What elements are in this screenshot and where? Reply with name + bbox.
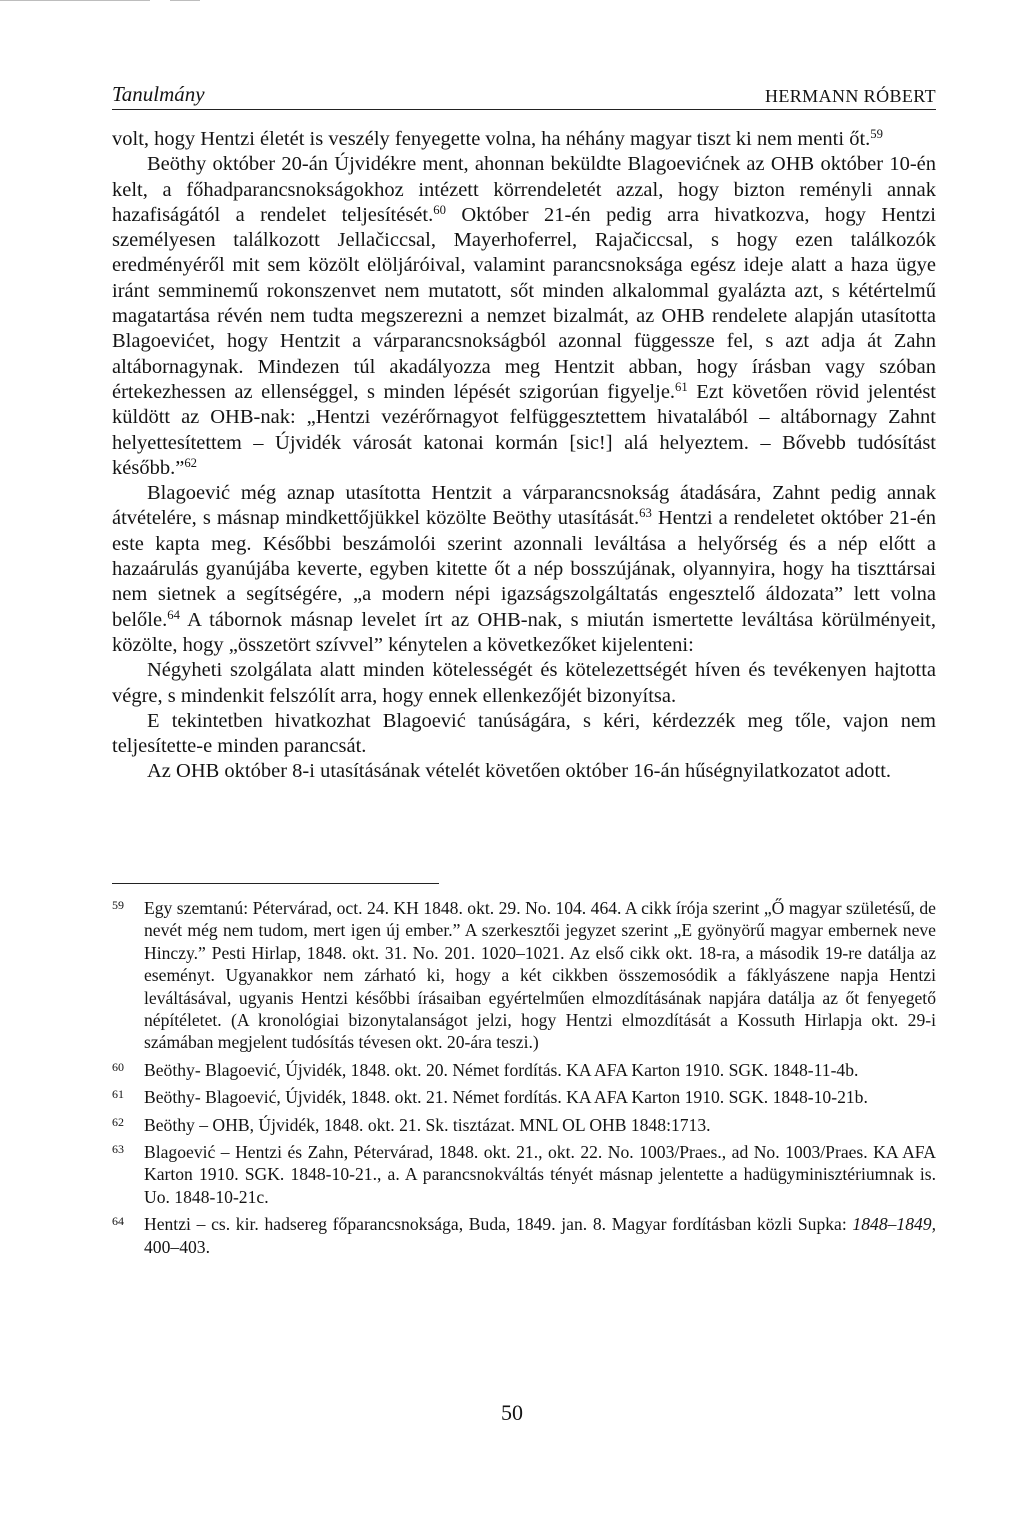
footnote-ref: 62 <box>184 455 198 470</box>
footnote-number: 59 <box>112 898 124 912</box>
footnote <box>112 1086 936 1108</box>
footnote-number: 64 <box>112 1214 124 1229</box>
paragraph: Négyheti szolgálata alatt minden kötelességét és kötelezettségét híven és tevékenyen hajtotta végre, s mindenkit felszólít arra, hogy ennek ellenkezőjét bizonyítsa. <box>112 659 936 707</box>
paragraph-text: Hentzi a rendeletet október 21-én este kapta meg. Későbbi beszámolói szerint azonnali leváltása a helyőrség és a nép előtt a hazaárulás gyanújába keverte, egyben kitette őt a nép bosszújának, olyannyira, hogy ha tiszttársai nem sietnek a segítségére, „a modern népi igazságszolgáltatás engesztelő áldozata” lett volna belőle. <box>112 507 937 631</box>
footnote-ref: 63 <box>639 506 652 521</box>
header-author: HERMANN RÓBERT <box>764 86 936 106</box>
footnote-text: Hentzi – cs. kir. hadsereg főparancsnoksága, Buda, 1849. jan. 8. Magyar fordításban közli Supka: <box>144 1214 853 1235</box>
paragraph-text: Beöthy október 20-án Újvidékre ment, ahonnan beküldte Blagoevićnek az OHB október 10-én kelt, a főhadparancsnokságokhoz intézett körrendeletét azzal, hogy bizton reményli annak hazafiságától a rendelet teljesítését. <box>112 153 936 226</box>
footnote <box>112 1213 936 1258</box>
footnote-number: 61 <box>112 1087 124 1102</box>
scan-artifact-line <box>0 0 150 1</box>
paragraph-text: Október 21-én pedig arra hivatkozva, hogy Hentzi személyesen találkozott Jellačiccsal, Mayerhoferrel, Rajačiccsal, s hogy ezen találkozók eredményéről mit sem közölt elöljáróival, valamint parancsnoksága egész ideje alatt a haza ügye iránt semminemű rokonszenvet nem mutatott, sőt minden alkalommal gyalázta azt, s kétértelmű magatartása révén nem tudta megszerezni a nemzet bizalmát, az OHB rendelete alapján utasította Blagoevićet, hogy Hentzit a várparancsnokságból azonnal függessze fel, s azt adja át Zahn altábornagynak. Mindezen túl akadályozza meg Hentzit abban, hogy írásban vagy szóban értekezhessen az ellenséggel, s minden lépését szigorúan figyelje. <box>112 203 936 403</box>
footnote-ref: 64 <box>167 607 180 622</box>
footnote <box>112 1059 936 1081</box>
paragraph <box>112 481 936 658</box>
paragraph-text: A tábornok másnap levelet írt az OHB-nak, s miután ismertette leváltása körülményeit, közölte, hogy „összetört szívvel” kénytelen a következőket kijelenteni: <box>112 608 936 656</box>
footnote-text: Egy szemtanú: Pétervárad, oct. 24. KH 1848. okt. 29. No. 104. 464. A cikk írója szerint „Ő magyar születésű, de nevét még nem tudom, mert igen új ember.” A szerkesztői jegyzet szerint „E gyönyörű magyar embernek neve Hinczy.” Pesti Hirlap, 1848. okt. 31. No. 201. 1020–1021. Az első cikk okt. 18-ra, a második 19-re datálja az eseményt. Ugyanakkor nem zárható ki, hogy a két cikkben összemosódik a fáklyászene napja Hentzi leváltásával, ugyanis Hentzi későbbi írásaiban egyértelműen elmozdításának napjára datálja az őt fenyegető népítéletet. (A kronológiai bizonytalanságot jelzi, hogy Hentzi elmozdítását a Kossuth Hirlapja okt. 29-i számában megjelent tudósítás tévesen okt. 20-ára teszi.) <box>144 898 936 1053</box>
footnote-ref: 59 <box>870 127 883 142</box>
footnote-ref: 60 <box>433 202 446 217</box>
footnotes <box>112 897 936 1263</box>
paragraph: E tekintetben hivatkozhat Blagoević tanúságára, s kéri, kérdezzék meg tőle, vajon nem teljesítette-e minden parancsát. <box>112 709 936 758</box>
footnote-text: Beöthy- Blagoević, Újvidék, 1848. okt. 21. Német fordítás. KA AFA Karton 1910. SGK. 1848-10-21b. <box>144 1087 868 1108</box>
footnote-number: 62 <box>112 1114 124 1129</box>
paragraph: Az OHB október 8-i utasításának vételét követően október 16-án hűségnyilatkozatot adott. <box>147 760 892 783</box>
footnote-text: 400–403. <box>144 1236 210 1257</box>
paragraph <box>112 152 936 481</box>
main-text <box>112 127 936 785</box>
footnote-text: Beöthy – OHB, Újvidék, 1848. okt. 21. Sk. tisztázat. MNL OL OHB 1848:1713. <box>144 1114 711 1135</box>
paragraph-text: Ezt követően rövid jelentést küldött az OHB-nak: „Hentzi vezérőrnagyot felfüggesztettem hivatalából – altábornagy Zahnt helyettesítettem – Újvidék városát katonai kormán [sic!] alá helyeztem. – Bővebb tudósítást később.” <box>112 380 936 479</box>
running-header <box>112 84 936 110</box>
footnote-title-italic: 1848–1849, <box>852 1214 936 1235</box>
footnote-number: 63 <box>112 1142 124 1157</box>
footnote-text: Beöthy- Blagoević, Újvidék, 1848. okt. 20. Német fordítás. KA AFA Karton 1910. SGK. 1848-11-4b. <box>144 1059 859 1080</box>
footnote <box>112 1141 936 1208</box>
header-rule <box>112 109 936 110</box>
page-number: 50 <box>501 1400 523 1425</box>
scan-artifact-line <box>170 0 200 1</box>
footnote-text: Blagoević – Hentzi és Zahn, Pétervárad, 1848. okt. 21., okt. 22. No. 1003/Praes., ad No. 1003/Praes. KA AFA Karton 1910. SGK. 1848-10-21., a. A parancsnokváltás tényét másnap jelentette a hadügyminisztériumnak is. Uo. 1848-10-21c. <box>144 1142 936 1207</box>
paragraph <box>112 127 936 152</box>
paragraph-text: volt, hogy Hentzi életét is veszély fenyegette volna, ha néhány magyar tiszt ki nem menti őt. <box>112 128 871 150</box>
footnote <box>112 897 936 1054</box>
footnote-number: 60 <box>112 1059 124 1074</box>
footnote <box>112 1114 936 1136</box>
header-section-title: Tanulmány <box>112 82 205 106</box>
footnote-separator <box>112 883 439 884</box>
paragraph-text: Blagoević még aznap utasította Hentzit a várparancsnokság átadására, Zahnt pedig annak átvételére, s másnap mindkettőjükkel közölte Beöthy utasítását. <box>112 482 936 530</box>
footnote-ref: 61 <box>675 379 688 394</box>
